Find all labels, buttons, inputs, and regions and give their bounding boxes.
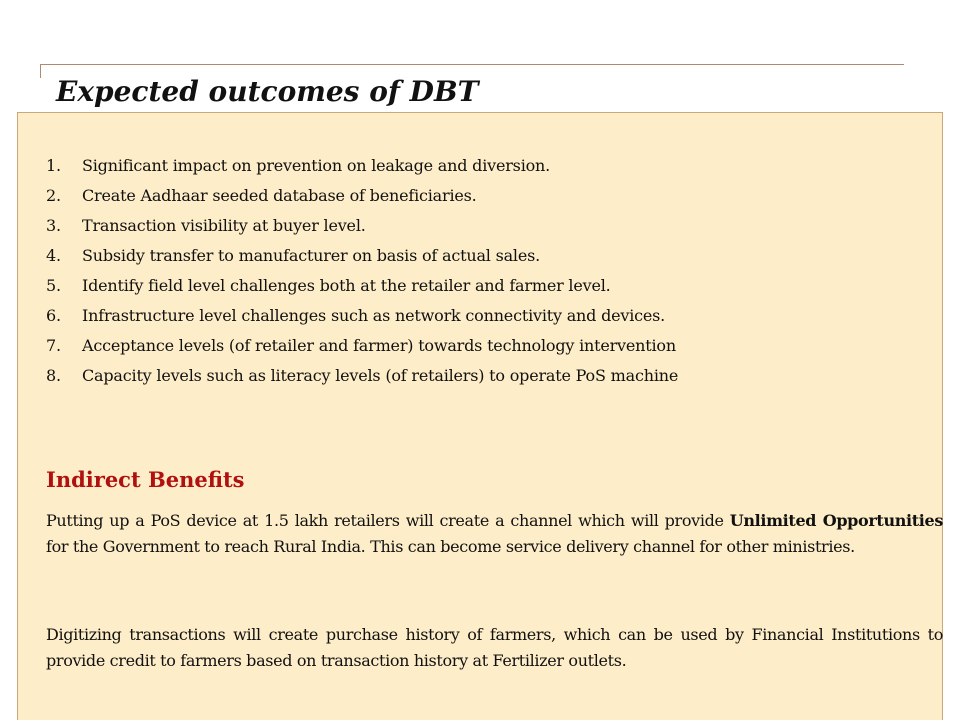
paragraph-text: Putting up a PoS device at 1.5 lakh retailers will create a channel which will provide [46, 511, 730, 530]
list-item-number: 7. [46, 336, 61, 355]
list-item-number: 1. [46, 156, 61, 175]
list-item-text: Significant impact on prevention on leakage and diversion. [82, 156, 551, 175]
list-item [46, 301, 678, 331]
list-item-text: Capacity levels such as literacy levels (of retailers) to operate PoS machine [82, 366, 679, 385]
list-item [46, 361, 678, 391]
list-item-text: Acceptance levels (of retailer and farmer) towards technology intervention [82, 336, 676, 355]
content-panel [17, 112, 943, 720]
list-item-number: 8. [46, 366, 61, 385]
list-item-number: 5. [46, 276, 61, 295]
indirect-benefits-heading: Indirect Benefits [46, 467, 245, 492]
list-item-number: 2. [46, 186, 61, 205]
list-item-text: Subsidy transfer to manufacturer on basis of actual sales. [82, 246, 541, 265]
emphasis-text: Unlimited Opportunities [729, 511, 943, 530]
list-item [46, 151, 678, 181]
digitizing-paragraph: Digitizing transactions will create purchase history of farmers, which can be used by Financial Institutions to provide credit to farmers based on transaction history at Fertilizer outlets. [46, 625, 943, 670]
list-item [46, 271, 678, 301]
list-item-text: Identify field level challenges both at the retailer and farmer level. [82, 276, 611, 295]
list-item [46, 211, 678, 241]
pos-channel-paragraph [46, 508, 943, 560]
slide-title: Expected outcomes of DBT [56, 75, 479, 108]
list-item [46, 181, 678, 211]
list-item-text: Create Aadhaar seeded database of beneficiaries. [82, 186, 477, 205]
list-item-number: 6. [46, 306, 61, 325]
title-divider-tick [40, 64, 41, 78]
list-item-text: Transaction visibility at buyer level. [82, 216, 366, 235]
paragraph-text: for the Government to reach Rural India. This can become service delivery channel for other ministries. [46, 537, 855, 556]
outcomes-list [46, 151, 678, 391]
title-divider-line [40, 64, 904, 65]
list-item-number: 4. [46, 246, 61, 265]
list-item [46, 241, 678, 271]
list-item-number: 3. [46, 216, 61, 235]
list-item-text: Infrastructure level challenges such as network connectivity and devices. [82, 306, 666, 325]
list-item [46, 331, 678, 361]
